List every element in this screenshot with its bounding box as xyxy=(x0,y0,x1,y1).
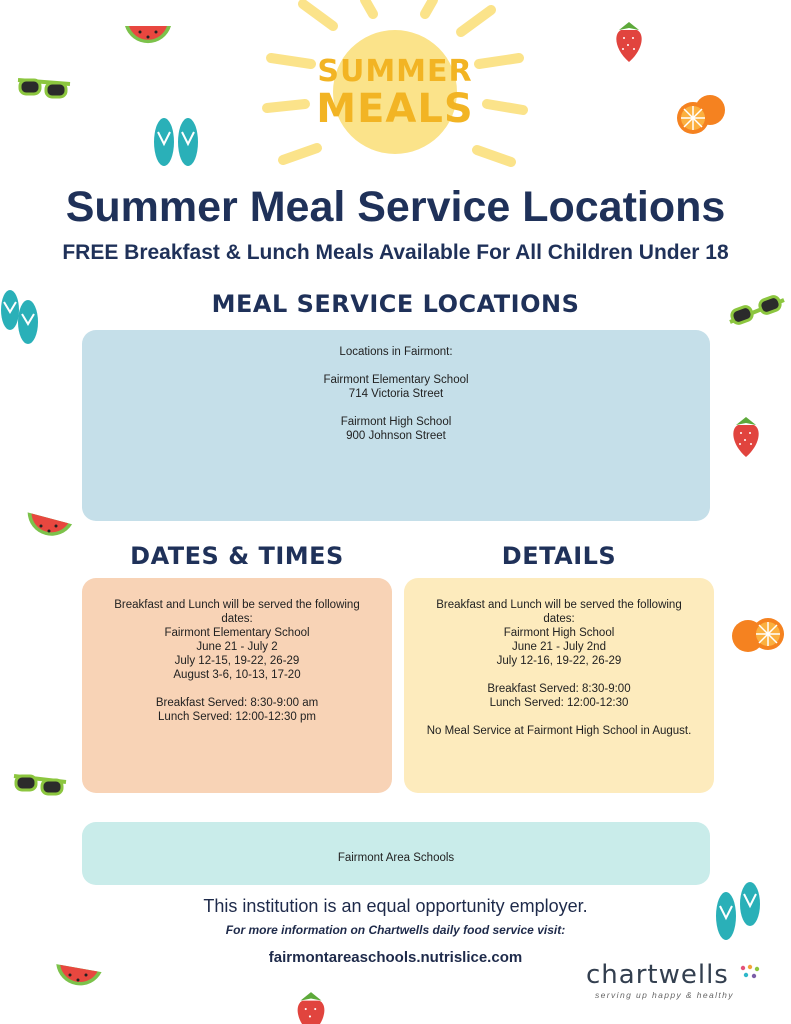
flip-flops-icon xyxy=(150,116,204,168)
dates-line: Lunch Served: 12:00-12:30 pm xyxy=(158,711,316,723)
details-line: Breakfast Served: 8:30-9:00 xyxy=(487,683,631,695)
strawberry-icon xyxy=(611,20,647,64)
more-info-text: For more information on Chartwells daily food service visit: xyxy=(225,923,566,937)
details-line: July 12-16, 19-22, 26-29 xyxy=(496,655,622,667)
details-line: June 21 - July 2nd xyxy=(512,641,606,653)
locations-line xyxy=(82,401,710,415)
locations-line: 714 Victoria Street xyxy=(348,388,444,400)
strawberry-icon xyxy=(292,992,330,1024)
dates-line xyxy=(82,682,392,696)
page-subtitle: FREE Breakfast & Lunch Meals Available For All Children Under 18 xyxy=(62,241,729,264)
details-heading: DETAILS xyxy=(501,542,617,570)
watermelon-icon xyxy=(22,512,72,546)
locations-line: Locations in Fairmont: xyxy=(339,346,453,358)
dates-line: July 12-15, 19-22, 26-29 xyxy=(174,655,300,667)
equal-opportunity-statement: This institution is an equal opportunity employer. xyxy=(203,896,588,916)
dates-times-heading: DATES & TIMES xyxy=(130,542,344,570)
strawberry-icon xyxy=(728,412,764,462)
details-line xyxy=(404,668,714,682)
brand-dots-icon xyxy=(739,964,761,984)
dates-times-box xyxy=(82,578,392,793)
sunglasses-icon xyxy=(12,770,68,804)
locations-line: Fairmont Elementary School xyxy=(323,374,469,386)
locations-line xyxy=(82,359,710,373)
details-line: No Meal Service at Fairmont High School in August. xyxy=(426,725,692,737)
logo-summer-text: SUMMER xyxy=(317,54,473,89)
dates-line: Breakfast Served: 8:30-9:00 am xyxy=(155,697,319,709)
brand-name: chartwells xyxy=(586,960,729,990)
locations-box xyxy=(82,330,710,521)
sunglasses-icon xyxy=(728,292,786,332)
details-line: dates: xyxy=(543,613,575,625)
dates-line: June 21 - July 2 xyxy=(196,641,278,653)
locations-line: Fairmont High School xyxy=(340,416,452,428)
orange-slice-icon xyxy=(674,92,728,138)
sunglasses-icon xyxy=(16,74,72,106)
dates-line: dates: xyxy=(221,613,253,625)
logo-meals-text: MEALS xyxy=(316,86,474,132)
details-line xyxy=(404,710,714,724)
details-box xyxy=(404,578,714,793)
dates-line: Breakfast and Lunch will be served the following xyxy=(114,599,360,611)
locations-heading: MEAL SERVICE LOCATIONS xyxy=(211,290,580,318)
nutrislice-link[interactable]: fairmontareaschools.nutrislice.com xyxy=(268,949,523,966)
footer-box xyxy=(82,822,710,885)
dates-line: August 3-6, 10-13, 17-20 xyxy=(173,669,301,681)
locations-line: 900 Johnson Street xyxy=(346,430,446,442)
details-line: Fairmont High School xyxy=(503,627,615,639)
orange-slice-icon xyxy=(730,614,786,656)
page-title: Summer Meal Service Locations xyxy=(65,183,726,231)
details-line: Lunch Served: 12:00-12:30 xyxy=(489,697,629,709)
flip-flops-icon xyxy=(712,880,766,942)
dates-line: Fairmont Elementary School xyxy=(164,627,310,639)
chartwells-logo xyxy=(586,960,776,1004)
footer-box-text: Fairmont Area Schools xyxy=(337,852,455,864)
summer-meals-logo xyxy=(255,0,535,175)
details-line: Breakfast and Lunch will be served the following xyxy=(436,599,682,611)
flip-flops-icon xyxy=(0,290,44,346)
watermelon-icon xyxy=(52,962,102,996)
watermelon-icon xyxy=(123,20,173,54)
brand-tagline: serving up happy & healthy xyxy=(595,990,734,1000)
